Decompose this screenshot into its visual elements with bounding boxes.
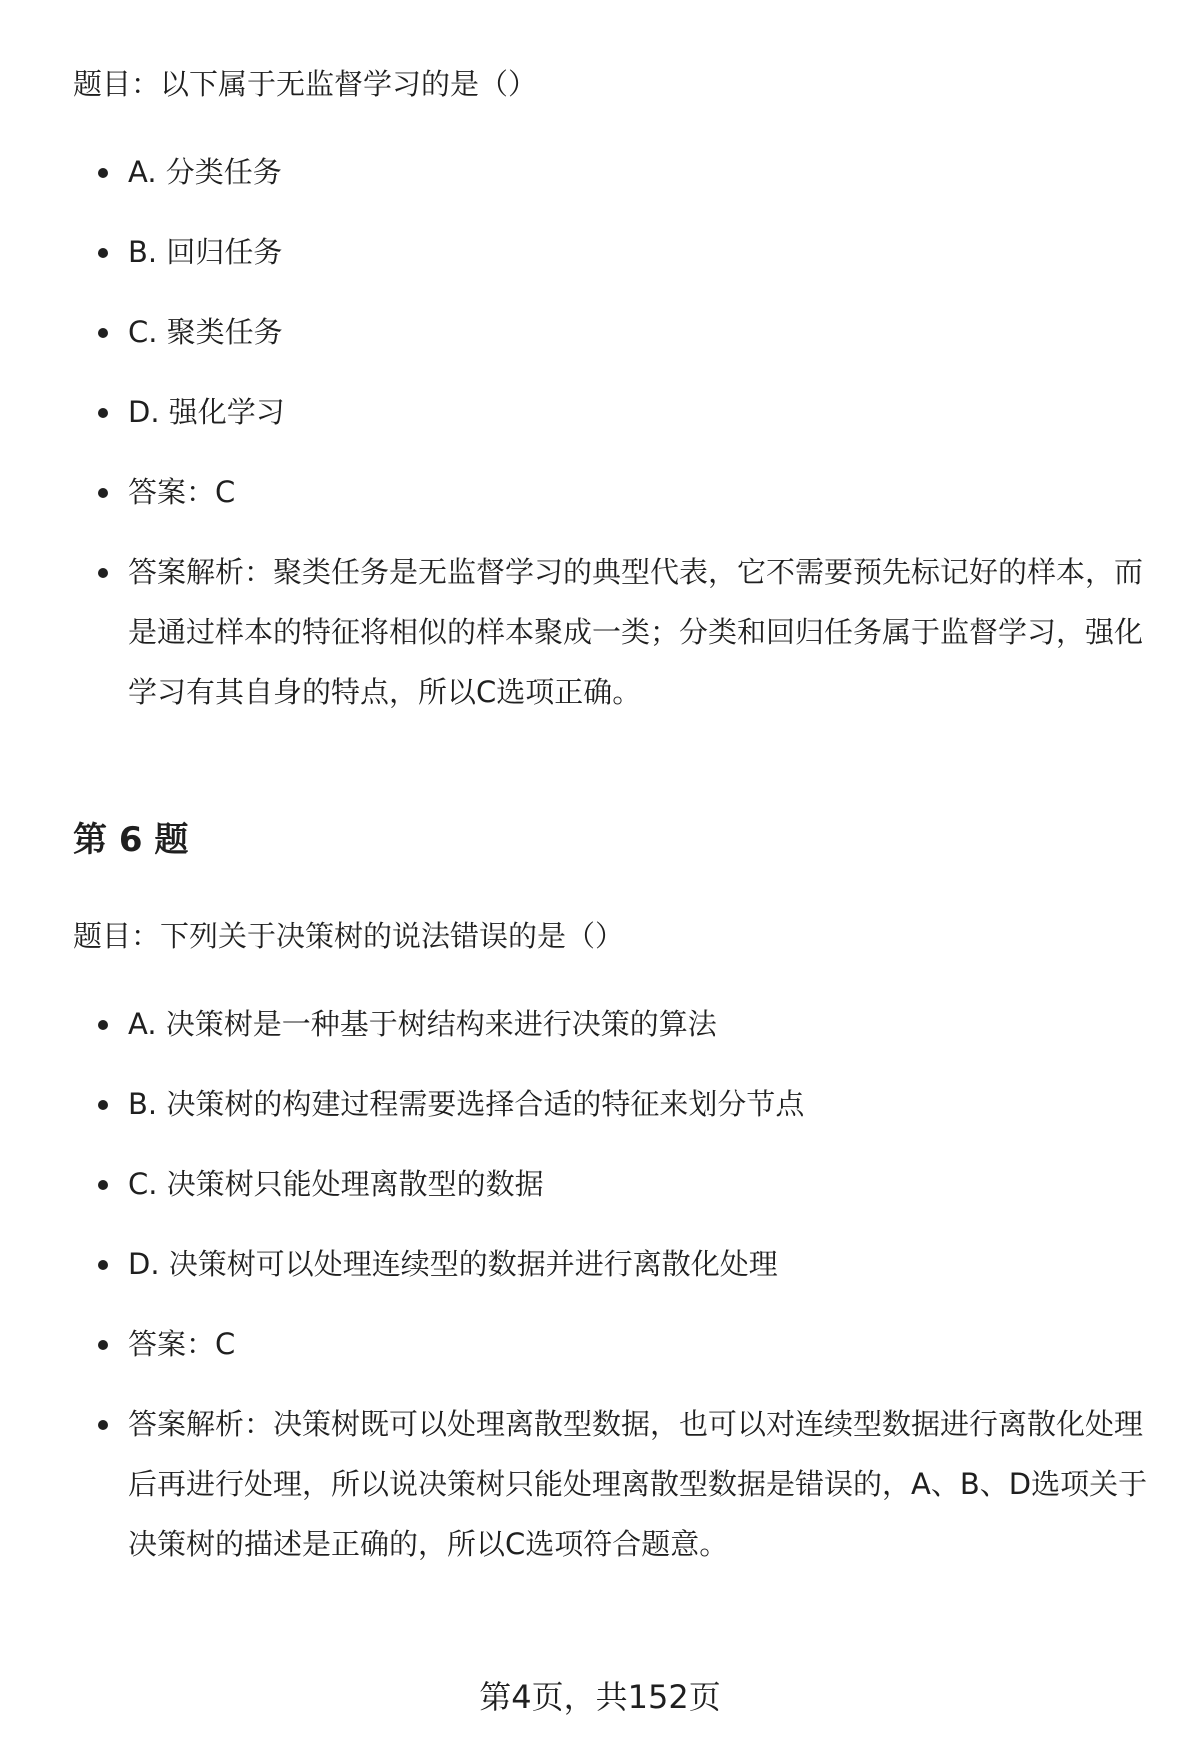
- bullet-icon: [98, 168, 108, 178]
- question-5-option-c: [128, 302, 1148, 362]
- question-5-stem: 题目：以下属于无监督学习的是（）: [73, 67, 538, 101]
- analysis-text: 答案解析：聚类任务是无监督学习的典型代表，它不需要预先标记好的样本，而是通过样本的特征将相似的样本聚成一类；分类和回归任务属于监督学习，强化学习有其自身的特点，所以C选项正确。: [128, 555, 1144, 709]
- question-6-option-d: [128, 1234, 1148, 1294]
- question-6-stem: 题目：下列关于决策树的说法错误的是（）: [73, 919, 625, 953]
- question-6-option-c: [128, 1154, 1148, 1214]
- question-5-option-b: [128, 222, 1148, 282]
- answer-text: 答案：C: [128, 1327, 236, 1361]
- bullet-icon: [98, 568, 108, 578]
- option-label: B. 决策树的构建过程需要选择合适的特征来划分节点: [128, 1087, 805, 1121]
- bullet-icon: [98, 248, 108, 258]
- bullet-icon: [98, 1420, 108, 1430]
- option-label: D. 决策树可以处理连续型的数据并进行离散化处理: [128, 1247, 778, 1281]
- bullet-icon: [98, 328, 108, 338]
- question-6-analysis: [128, 1394, 1148, 1574]
- option-label: C. 聚类任务: [128, 315, 283, 349]
- bullet-icon: [98, 1260, 108, 1270]
- question-5-analysis: [128, 542, 1148, 722]
- bullet-icon: [98, 488, 108, 498]
- analysis-text: 答案解析：决策树既可以处理离散型数据，也可以对连续型数据进行离散化处理后再进行处理，所以说决策树只能处理离散型数据是错误的，A、B、D选项关于决策树的描述是正确的，所以C选项符合题意。: [128, 1407, 1148, 1561]
- bullet-icon: [98, 1020, 108, 1030]
- option-label: D. 强化学习: [128, 395, 285, 429]
- question-5-answer: [128, 462, 1148, 522]
- page-number: 第4页，共152页: [479, 1678, 721, 1716]
- bullet-icon: [98, 408, 108, 418]
- question-5-option-d: [128, 382, 1148, 442]
- question-6-option-a: [128, 994, 1148, 1054]
- option-label: A. 分类任务: [128, 155, 282, 189]
- option-label: B. 回归任务: [128, 235, 283, 269]
- question-6-answer: [128, 1314, 1148, 1374]
- question-5-option-a: [128, 142, 1148, 202]
- question-6-heading: 第 6 题: [73, 820, 189, 860]
- bullet-icon: [98, 1180, 108, 1190]
- question-6-option-b: [128, 1074, 1148, 1134]
- option-label: C. 决策树只能处理离散型的数据: [128, 1167, 544, 1201]
- option-label: A. 决策树是一种基于树结构来进行决策的算法: [128, 1007, 717, 1041]
- bullet-icon: [98, 1340, 108, 1350]
- answer-text: 答案：C: [128, 475, 236, 509]
- bullet-icon: [98, 1100, 108, 1110]
